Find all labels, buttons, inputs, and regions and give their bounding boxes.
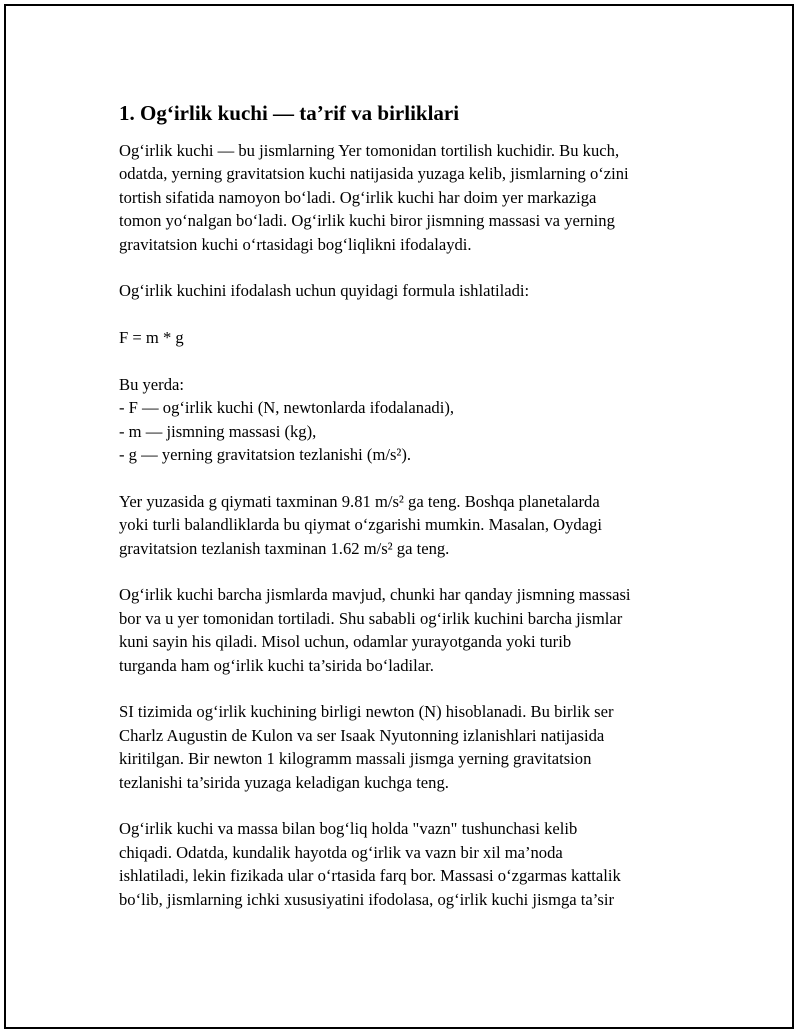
paragraph-gap: [119, 350, 694, 373]
text-line: Og‘irlik kuchi va massa bilan bog‘liq holda "vazn" tushunchasi kelib: [119, 819, 578, 839]
text-line: gravitatsion kuchi o‘rtasidagi bog‘liqlikni ifodalaydi.: [119, 234, 472, 254]
paragraph-gap: [119, 303, 694, 326]
text-line: tortish sifatida namoyon bo‘ladi. Og‘irlik kuchi har doim yer markaziga: [119, 187, 597, 207]
text-line: gravitatsion tezlanish taxminan 1.62 m/s² ga teng.: [119, 538, 450, 558]
document-content: [119, 100, 694, 911]
document-body: [119, 139, 694, 911]
text-line: Charlz Augustin de Kulon va ser Isaak Nyutonning izlanishlari natijasida: [119, 725, 605, 745]
text-line: kuni sayin his qiladi. Misol uchun, odamlar yurayotganda yoki turib: [119, 632, 572, 652]
text-line: bo‘lib, jismlarning ichki xususiyatini ifodolasa, og‘irlik kuchi jismga ta’sir: [119, 889, 614, 909]
document-page: [4, 4, 794, 1029]
paragraph-gap: [119, 677, 694, 700]
text-line: bor va u yer tomonidan tortiladi. Shu sababli og‘irlik kuchini barcha jismlar: [119, 608, 623, 628]
text-line: SI tizimida og‘irlik kuchining birligi newton (N) hisoblanadi. Bu birlik ser: [119, 702, 614, 722]
paragraph: [119, 373, 694, 467]
text-line: tezlanishi ta’sirida yuzaga keladigan kuchga teng.: [119, 772, 449, 792]
paragraph-gap: [119, 560, 694, 583]
text-line: Og‘irlik kuchi — bu jismlarning Yer tomonidan tortilish kuchidir. Bu kuch,: [119, 141, 620, 160]
paragraph-gap: [119, 466, 694, 489]
text-line: - m — jismning massasi (kg),: [119, 421, 317, 441]
text-line: Bu yerda:: [119, 374, 184, 394]
paragraph: [119, 139, 694, 256]
text-line: yoki turli balandliklarda bu qiymat o‘zgarishi mumkin. Masalan, Oydagi: [119, 515, 602, 535]
text-line: odatda, yerning gravitatsion kuchi natijasida yuzaga kelib, jismlarning o‘zini: [119, 164, 629, 184]
paragraph-gap: [119, 794, 694, 817]
text-line: F = m * g: [119, 328, 184, 348]
text-line: ishlatiladi, lekin fizikada ular o‘rtasida farq bor. Massasi o‘zgarmas kattalik: [119, 866, 621, 886]
paragraph: [119, 817, 694, 911]
paragraph: [119, 583, 694, 677]
paragraph: [119, 700, 694, 794]
text-line: - F — og‘irlik kuchi (N, newtonlarda ifodalanadi),: [119, 398, 455, 418]
text-line: kiritilgan. Bir newton 1 kilogramm massali jismga yerning gravitatsion: [119, 749, 592, 769]
text-line: - g — yerning gravitatsion tezlanishi (m/s²).: [119, 445, 412, 465]
section-heading: 1. Og‘irlik kuchi — ta’rif va birliklari: [119, 101, 460, 125]
paragraph: [119, 279, 694, 302]
paragraph: [119, 326, 694, 349]
text-line: Og‘irlik kuchi barcha jismlarda mavjud, chunki har qanday jismning massasi: [119, 585, 631, 605]
paragraph: [119, 490, 694, 560]
text-line: chiqadi. Odatda, kundalik hayotda og‘irlik va vazn bir xil ma’noda: [119, 842, 563, 862]
text-line: Yer yuzasida g qiymati taxminan 9.81 m/s² ga teng. Boshqa planetalarda: [119, 491, 600, 511]
text-line: tomon yo‘nalgan bo‘ladi. Og‘irlik kuchi biror jismning massasi va yerning: [119, 211, 615, 231]
paragraph-gap: [119, 256, 694, 279]
text-line: Og‘irlik kuchini ifodalash uchun quyidagi formula ishlatiladi:: [119, 281, 530, 301]
text-line: turganda ham og‘irlik kuchi ta’sirida bo‘ladilar.: [119, 655, 434, 675]
